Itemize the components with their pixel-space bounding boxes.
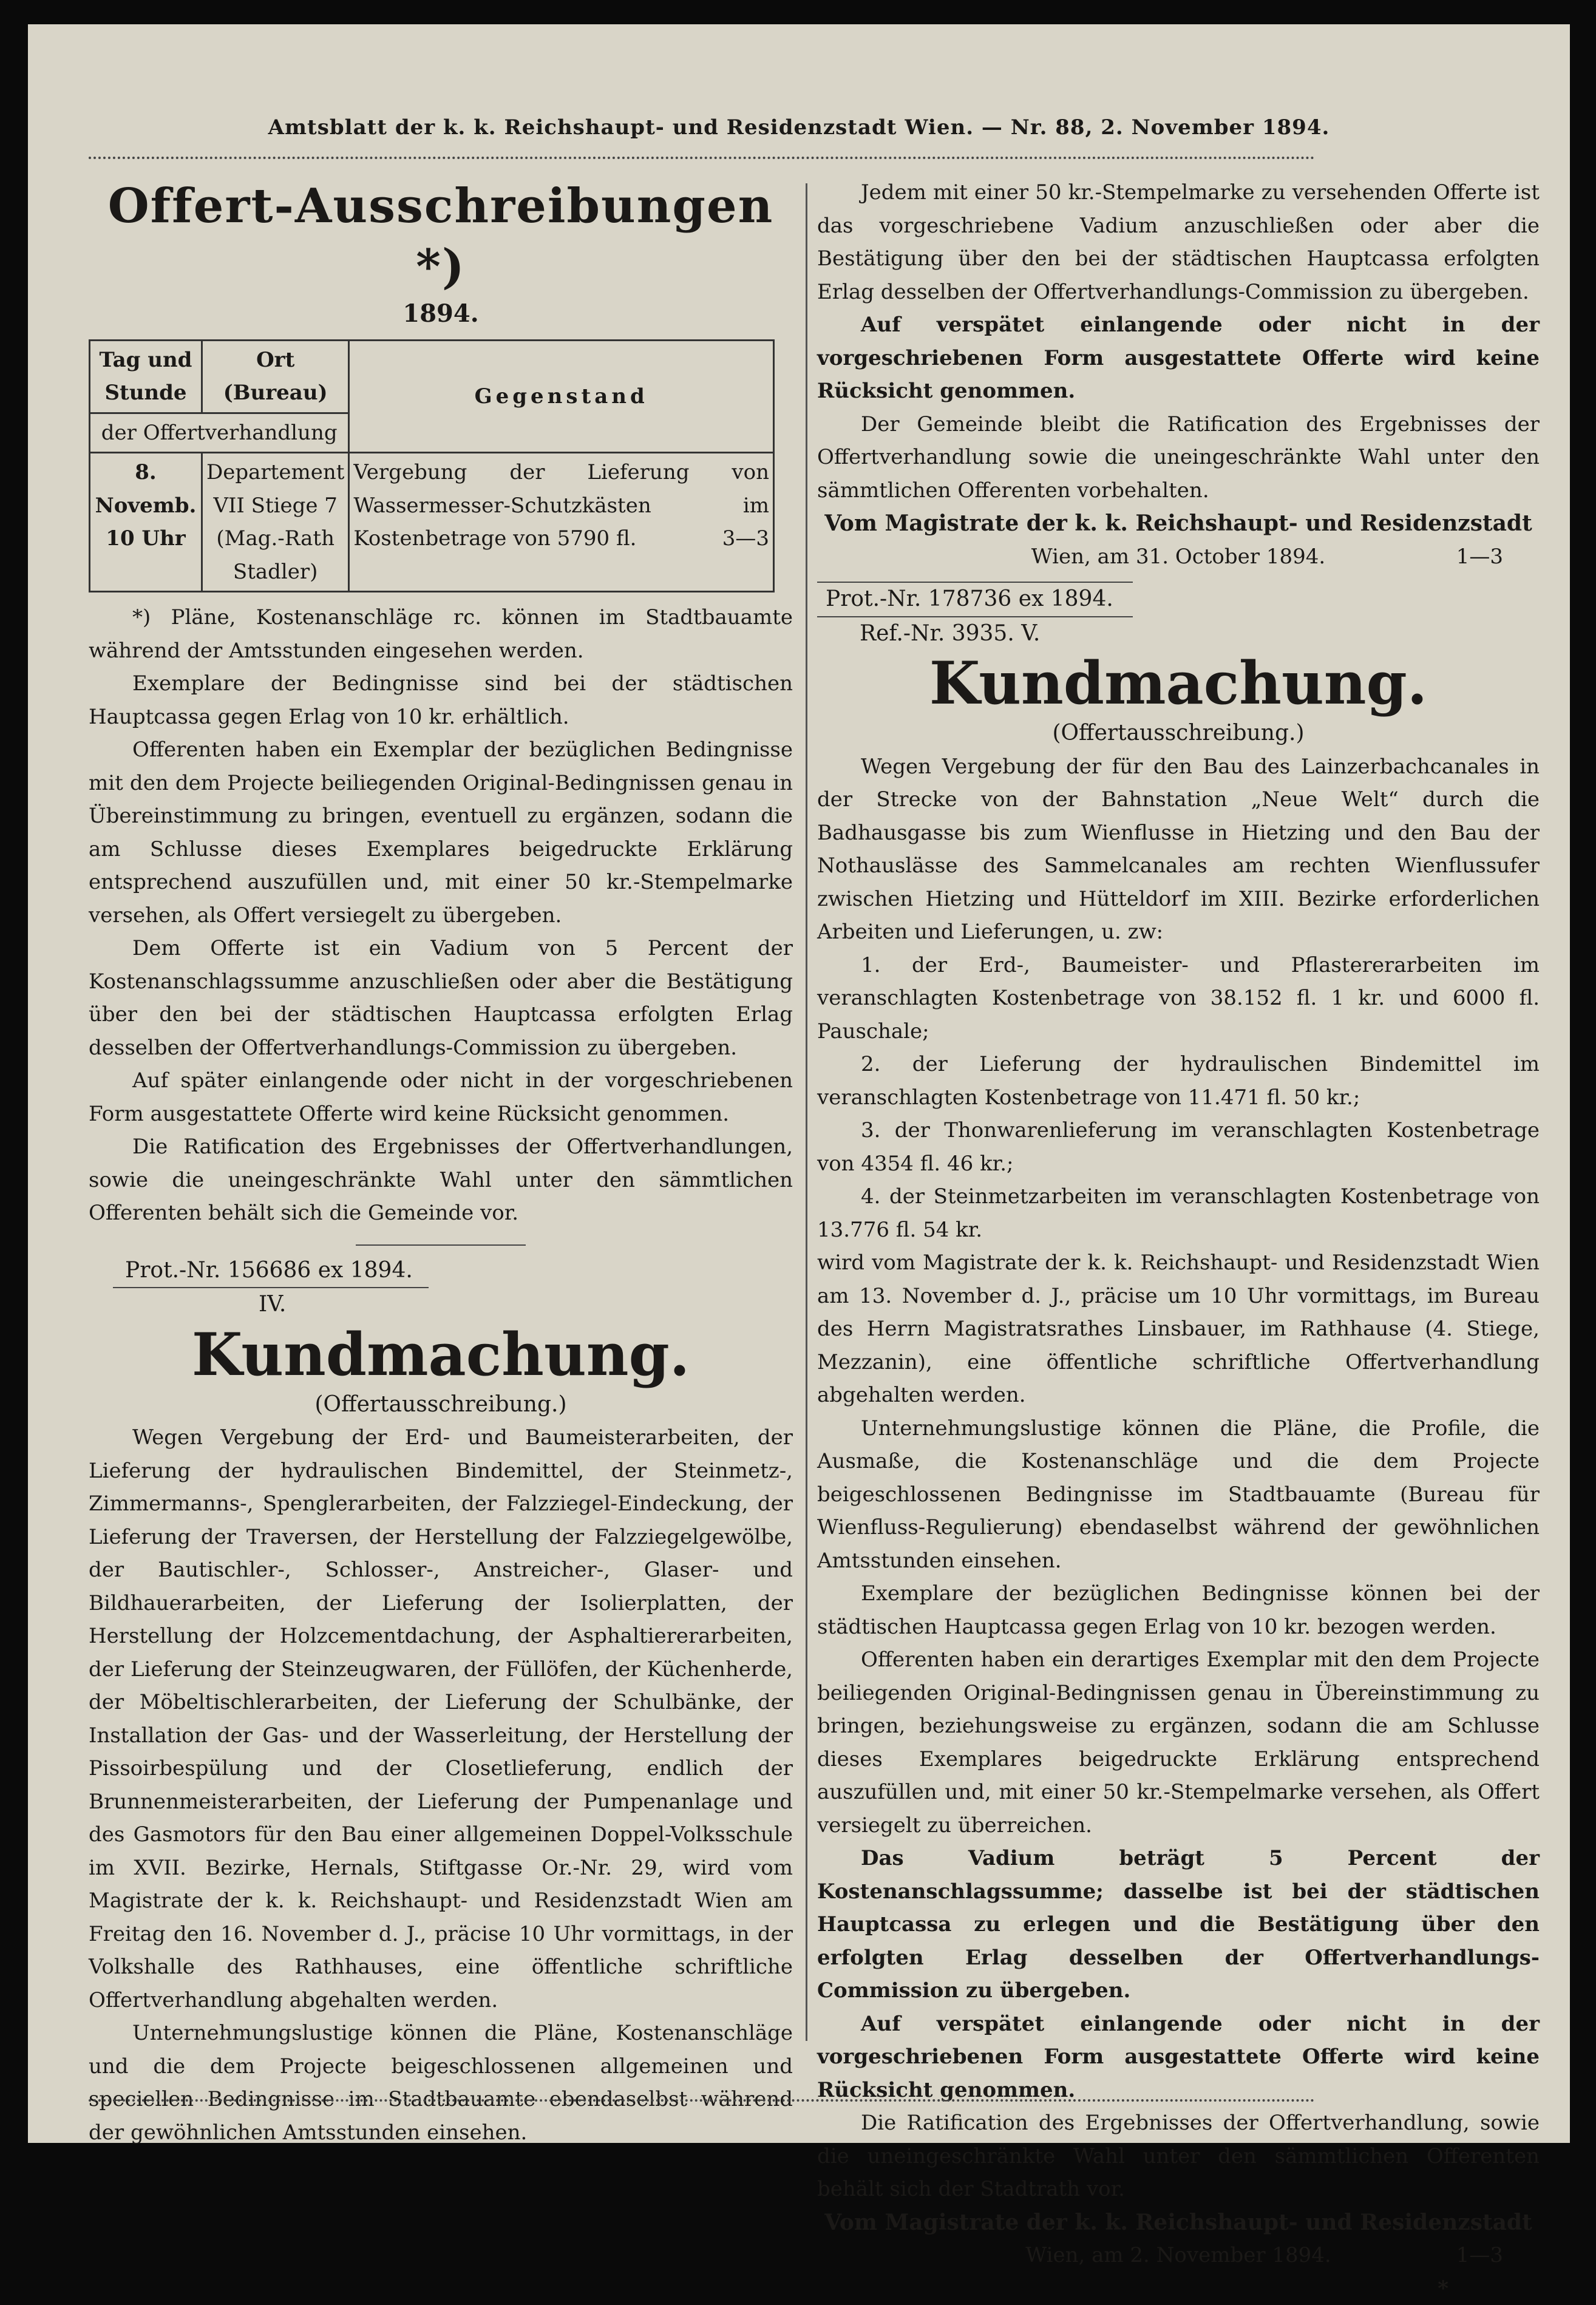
- right-item-3: 3. der Thonwarenlieferung im veranschlagten Kostenbetrage von 4354 fl. 46 kr.;: [817, 1114, 1540, 1180]
- right-column: [817, 176, 1540, 2305]
- right-kundmachung-para-2: wird vom Magistrate der k. k. Reichshaupt- und Residenzstadt Wien am 13. November d. J., präcise um 10 Uhr vormittags, im Bureau des Herrn Magistratsrathes Linsbauer, im Rathhause (4. Stiege, Mezzanin), eine öffentliche schriftliche Offertverhandlung abgehalten werden.: [817, 1246, 1540, 1412]
- right-item-2: 2. der Lieferung der hydraulischen Bindemittel im veranschlagten Kostenbetrage von 11.471 fl. 50 kr.;: [817, 1048, 1540, 1114]
- left-kundmachung-title: Kundmachung.: [89, 1322, 793, 1388]
- right-signature-2: Vom Magistrate der k. k. Reichshaupt- und Residenzstadt: [817, 2206, 1540, 2239]
- left-separator: [356, 1244, 526, 1246]
- right-date-1: Wien, am 31. October 1894.: [1031, 545, 1325, 569]
- row-subject: [349, 453, 774, 592]
- col-ort: Ort (Bureau): [202, 340, 349, 413]
- right-para-2: Auf verspätet einlangende oder nicht in der vorgeschriebenen Form ausgestattete Offerte wird keine Rücksicht genommen.: [817, 308, 1540, 408]
- col-gegenstand: Gegenstand: [349, 340, 774, 453]
- left-para-5: Die Ratification des Ergebnisses der Offertverhandlungen, sowie die uneingeschränkte Wahl unter den sämmtlichen Offerenten behält sich die Gemeinde vor.: [89, 1130, 793, 1230]
- col-subhead: der Offertverhandlung: [90, 413, 349, 453]
- right-star: *: [817, 2272, 1540, 2305]
- offert-year: 1894.: [89, 297, 793, 331]
- header-divider: [89, 157, 1315, 165]
- row-date: 8. Novemb. 10 Uhr: [90, 453, 202, 592]
- offer-table: [89, 339, 775, 593]
- left-prot-number: Prot.-Nr. 156686 ex 1894.: [125, 1254, 793, 1288]
- right-number-1: 1—3: [1456, 540, 1503, 574]
- right-kundmachung-para-1: Wegen Vergebung der für den Bau des Lainzerbachcanales in der Strecke von der Bahnstation „Neue Welt“ durch die Badhausgasse bis zum Wienflusse in Hietzing und den Bau der Nothauslässe des Sammelcanales am rechten Wienflussufer zwischen Hietzing und Hütteldorf im XIII. Bezirke erforderlichen Arbeiten und Lieferungen, u. zw:: [817, 750, 1540, 949]
- offert-title: Offert-Ausschreibungen *): [89, 176, 793, 297]
- left-kundmachung-para-1: Wegen Vergebung der Erd- und Baumeisterarbeiten, der Lieferung der hydraulischen Bindemittel, der Steinmetz-, Zimmermanns-, Spenglerarbeiten, der Falzziegel-Eindeckung, der Lieferung der Traversen, der Herstellung der Falzziegelgewölbe, der Bautischler-, Schlosser-, Anstreicher-, Glaser- und Bildhauerarbeiten, der Lieferung der Isolierplatten, der Herstellung der Holzcementdachung, der Asphaltiererarbeiten, der Lieferung der Steinzeugwaren, der Füllöfen, der Küchenherde, der Möbeltischlerarbeiten, der Lieferung der Schulbänke, der Installation der Gas- und der Wasserleitung, der Herstellung der Pissoirbespülung und der Closetlieferung, endlich der Brunnenmeisterarbeiten, der Lieferung der Pumpenanlage und des Gasmotors für den Bau einer allgemeinen Doppel-Volksschule im XVII. Bezirke, Hernals, Stiftgasse Or.-Nr. 29, wird vom Magistrate der k. k. Reichshaupt- und Residenzstadt Wien am Freitag den 16. November d. J., präcise 10 Uhr vormittags, in der Volkshalle des Rathhauses, eine öffentliche schriftliche Offertverhandlung abgehalten werden.: [89, 1421, 793, 2017]
- right-kundmachung-para-8: Die Ratification des Ergebnisses der Offertverhandlung, sowie die uneingeschränkte Wahl unter den sämmtlichen Offerenten behält sich der Stadtrath vor.: [817, 2106, 1540, 2206]
- row-number: 3—3: [722, 522, 769, 555]
- footnote: *) Pläne, Kostenanschläge rc. können im Stadtbauamte während der Amtsstunden eingesehen werden.: [89, 601, 793, 667]
- right-kundmachung-para-3: Unternehmungslustige können die Pläne, die Profile, die Ausmaße, die Kostenanschläge und die dem Projecte beigeschlossenen Bedingnisse im Stadtbauamte (Bureau für Wienfluss-Regulierung) ebendaselbst während der gewöhnlichen Amtsstunden einsehen.: [817, 1412, 1540, 1578]
- left-para-3: Dem Offerte ist ein Vadium von 5 Percent der Kostenanschlagssumme anzuschließen oder aber die Bestätigung über den bei der städtischen Hauptcassa erfolgten Erlag desselben der Offertverhandlungs-Commission zu übergeben.: [89, 932, 793, 1064]
- row-subject-text: Vergebung der Lieferung von Wassermesser-Schutzkästen im Kostenbetrage von 5790 fl.: [353, 460, 769, 551]
- left-roman-number: IV.: [259, 1288, 793, 1322]
- right-kundmachung-title: Kundmachung.: [817, 650, 1540, 717]
- left-para-2: Offerenten haben ein Exemplar der bezüglichen Bedingnisse mit den dem Projecte beiliegenden Original-Bedingnissen genau in Übereinstimmung zu bringen, eventuell zu ergänzen, sodann die am Schlusse dieses Exemplares beigedruckte Erklärung entsprechend auszufüllen und, mit einer 50 kr.-Stempelmarke versehen, als Offert versiegelt zu übergeben.: [89, 733, 793, 932]
- row-place: Departement VII Stiege 7 (Mag.-Rath Stadler): [202, 453, 349, 592]
- col-tag-stunde: Tag und Stunde: [90, 340, 202, 413]
- left-kundmachung-para-2: Unternehmungslustige können die Pläne, Kostenanschläge und die dem Projecte beigeschlossenen allgemeinen und speciellen Bedingnisse im Stadtbauamte ebendaselbst während der gewöhnlichen Amtsstunden einsehen.: [89, 2017, 793, 2149]
- left-para-4: Auf später einlangende oder nicht in der vorgeschriebenen Form ausgestattete Offerte wird keine Rücksicht genommen.: [89, 1064, 793, 1130]
- footer-divider: [89, 2099, 1315, 2108]
- right-item-4: 4. der Steinmetzarbeiten im veranschlagten Kostenbetrage von 13.776 fl. 54 kr.: [817, 1180, 1540, 1246]
- right-ref-number: Ref.-Nr. 3935. V.: [860, 617, 1540, 651]
- right-para-1: Jedem mit einer 50 kr.-Stempelmarke zu versehenden Offerte ist das vorgeschriebene Vadium anzuschließen oder aber die Bestätigung über den bei der städtischen Hauptcassa erfolgten Erlag desselben der Offertverhandlungs-Commission zu übergeben.: [817, 176, 1540, 308]
- column-divider: [806, 183, 807, 2041]
- right-item-1: 1. der Erd-, Baumeister- und Pflastererarbeiten im veranschlagten Kostenbetrage von 38.152 fl. 1 kr. und 6000 fl. Pauschale;: [817, 949, 1540, 1048]
- right-date-line-1: [817, 540, 1540, 574]
- right-para-3: Der Gemeinde bleibt die Ratification des Ergebnisses der Offertverhandlung sowie die uneingeschränkte Wahl unter den sämmtlichen Offerenten vorbehalten.: [817, 408, 1540, 508]
- left-column: [89, 176, 793, 2149]
- right-date-2: Wien, am 2. November 1894.: [1025, 2243, 1331, 2267]
- right-prot-number: Prot.-Nr. 178736 ex 1894.: [826, 583, 1540, 616]
- right-date-line-2: [817, 2239, 1540, 2272]
- right-kundmachung-para-7: Auf verspätet einlangende oder nicht in der vorgeschriebenen Form ausgestattete Offerte wird keine Rücksicht genommen.: [817, 2008, 1540, 2107]
- right-number-2: 1—3: [1456, 2239, 1503, 2272]
- right-kundmachung-para-4: Exemplare der bezüglichen Bedingnisse können bei der städtischen Hauptcassa gegen Erlag von 10 kr. bezogen werden.: [817, 1577, 1540, 1643]
- right-kundmachung-para-6: Das Vadium beträgt 5 Percent der Kostenanschlagssumme; dasselbe ist bei der städtischen Hauptcassa zu erlegen und die Bestätigung über den erfolgten Erlag desselben der Offertverhandlungs-Commission zu übergeben.: [817, 1842, 1540, 2008]
- page-header: Amtsblatt der k. k. Reichshaupt- und Residenzstadt Wien. — Nr. 88, 2. November 1894.: [28, 115, 1570, 140]
- right-kundmachung-sub: (Offertausschreibung.): [817, 717, 1540, 750]
- right-signature-1: Vom Magistrate der k. k. Reichshaupt- und Residenzstadt: [817, 507, 1540, 540]
- left-para-1: Exemplare der Bedingnisse sind bei der städtischen Hauptcassa gegen Erlag von 10 kr. erhältlich.: [89, 667, 793, 733]
- newspaper-page: [28, 24, 1570, 2143]
- right-kundmachung-para-5: Offerenten haben ein derartiges Exemplar mit den dem Projecte beiliegenden Original-Bedingnissen genau in Übereinstimmung zu bringen, beziehungsweise zu ergänzen, sodann die am Schlusse dieses Exemplares beigedruckte Erklärung entsprechend auszufüllen und, mit einer 50 kr.-Stempelmarke versehen, als Offert versiegelt zu überreichen.: [817, 1643, 1540, 1842]
- left-kundmachung-sub: (Offertausschreibung.): [89, 1388, 793, 1422]
